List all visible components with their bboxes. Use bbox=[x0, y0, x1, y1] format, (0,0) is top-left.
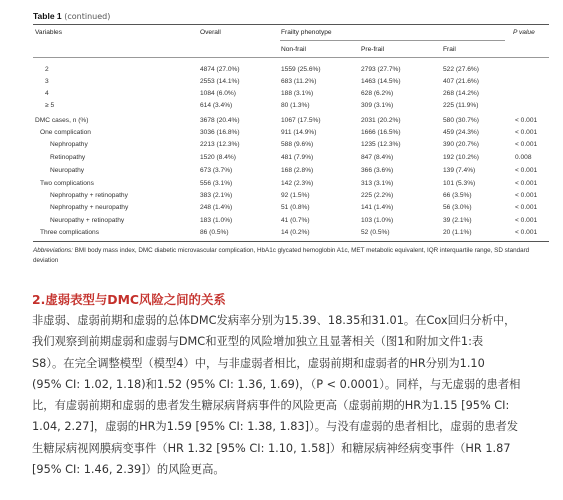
cell-pre-frail: 2031 (20.2%) bbox=[361, 117, 401, 124]
cell-pre-frail: 52 (0.5%) bbox=[361, 229, 390, 236]
cell-pre-frail: 366 (3.6%) bbox=[361, 167, 394, 174]
paragraph-line: (95% CI: 1.02, 1.18)和1.52 (95% CI: 1.36, 1.69)，（P < 0.0001）。同样，与无虚弱的患者相 bbox=[32, 377, 521, 391]
cell-pre-frail: 2793 (27.7%) bbox=[361, 66, 401, 73]
cell-pre-frail: 1235 (12.3%) bbox=[361, 141, 401, 148]
paragraph-line: S8）。在完全调整模型（模型4）中，与非虚弱者相比，虚弱前期和虚弱者的HR分别为1.10 bbox=[32, 356, 485, 370]
row-label: 2 bbox=[45, 66, 49, 73]
row-label: Nephropathy bbox=[50, 141, 88, 148]
table-abbreviations bbox=[33, 246, 549, 265]
table-bottom-rule bbox=[33, 241, 549, 242]
cell-overall: 183 (1.0%) bbox=[200, 217, 233, 224]
cell-frail: 56 (3.0%) bbox=[443, 204, 472, 211]
cell-non-frail: 1067 (17.5%) bbox=[281, 117, 321, 124]
row-label: One complication bbox=[40, 129, 91, 136]
cell-frail: 39 (2.1%) bbox=[443, 217, 472, 224]
paragraph-line: 非虚弱、虚弱前期和虚弱的总体DMC发病率分别为15.39、18.35和31.01。在Cox回归分析中， bbox=[32, 314, 516, 327]
row-label: Three complications bbox=[40, 229, 100, 236]
cell-overall: 1084 (6.0%) bbox=[200, 90, 236, 97]
cell-frail: 101 (5.3%) bbox=[443, 180, 476, 187]
cell-frail: 66 (3.5%) bbox=[443, 192, 472, 199]
cell-non-frail: 14 (0.2%) bbox=[281, 229, 310, 236]
cell-non-frail: 51 (0.8%) bbox=[281, 204, 310, 211]
row-label: 4 bbox=[45, 90, 49, 97]
cell-p-value: < 0.001 bbox=[515, 192, 538, 199]
cell-pre-frail: 1463 (14.5%) bbox=[361, 78, 401, 85]
cell-p-value: 0.008 bbox=[515, 154, 532, 161]
cell-overall: 248 (1.4%) bbox=[200, 204, 233, 211]
table-header-rule bbox=[33, 57, 549, 58]
cell-non-frail: 92 (1.5%) bbox=[281, 192, 310, 199]
cell-p-value: < 0.001 bbox=[515, 167, 538, 174]
col-header-frailty-phenotype: Frailty phenotype bbox=[281, 29, 332, 36]
cell-overall: 3678 (20.4%) bbox=[200, 117, 240, 124]
cell-p-value: < 0.001 bbox=[515, 180, 538, 187]
cell-pre-frail: 225 (2.2%) bbox=[361, 192, 394, 199]
col-header-p-value: P value bbox=[513, 29, 535, 36]
cell-non-frail: 1559 (25.6%) bbox=[281, 66, 321, 73]
paragraph-line: 我们观察到前期虚弱和虚弱与DMC和亚型的风险增加独立且显著相关（图1和附加文件1:表 bbox=[32, 335, 484, 349]
section-heading: 2.虚弱表型与DMC风险之间的关系 bbox=[32, 292, 226, 307]
cell-p-value: < 0.001 bbox=[515, 141, 538, 148]
cell-overall: 383 (2.1%) bbox=[200, 192, 233, 199]
frailty-group-rule bbox=[280, 40, 505, 41]
row-label: Neuropathy bbox=[50, 167, 85, 174]
cell-pre-frail: 628 (6.2%) bbox=[361, 90, 394, 97]
col-header-frail: Frail bbox=[443, 46, 456, 53]
cell-frail: 20 (1.1%) bbox=[443, 229, 472, 236]
cell-pre-frail: 313 (3.1%) bbox=[361, 180, 394, 187]
cell-non-frail: 142 (2.3%) bbox=[281, 180, 314, 187]
cell-overall: 2213 (12.3%) bbox=[200, 141, 240, 148]
cell-pre-frail: 1666 (16.5%) bbox=[361, 129, 401, 136]
abbreviations-text: BMI body mass index, DMC diabetic microvascular complication, HbA1c glycated hemoglobin A1c, MET metabolic equivalent, IQR interquartile range, SD standard deviation bbox=[33, 247, 530, 264]
cell-overall: 2553 (14.1%) bbox=[200, 78, 240, 85]
paragraph-line: 1.04, 2.27]，虚弱的HR为1.59 [95% CI: 1.38, 1.83]）。与没有虚弱的患者相比，虚弱的患者发 bbox=[32, 420, 519, 434]
cell-overall: 86 (0.5%) bbox=[200, 229, 229, 236]
cell-non-frail: 168 (2.8%) bbox=[281, 167, 314, 174]
table-title-continued: (continued) bbox=[64, 12, 111, 21]
table-top-rule bbox=[33, 24, 549, 25]
cell-overall: 673 (3.7%) bbox=[200, 167, 233, 174]
col-header-variables: Variables bbox=[35, 29, 62, 36]
abbreviations-label: Abbreviations: bbox=[33, 247, 73, 254]
cell-p-value: < 0.001 bbox=[515, 117, 538, 124]
cell-frail: 459 (24.3%) bbox=[443, 129, 479, 136]
cell-pre-frail: 309 (3.1%) bbox=[361, 102, 394, 109]
paragraph-line: 生糖尿病视网膜病变事件（HR 1.32 [95% CI: 1.10, 1.58]）和糖尿病神经病变事件（HR 1.87 bbox=[32, 441, 511, 455]
cell-frail: 139 (7.4%) bbox=[443, 167, 476, 174]
cell-frail: 268 (14.2%) bbox=[443, 90, 479, 97]
cell-p-value: < 0.001 bbox=[515, 217, 538, 224]
col-header-non-frail: Non-frail bbox=[281, 46, 306, 53]
cell-non-frail: 481 (7.9%) bbox=[281, 154, 314, 161]
row-label: Nephropathy + neuropathy bbox=[50, 204, 129, 211]
paragraph-line: 比，有虚弱前期和虚弱的患者发生糖尿病肾病事件的风险更高（虚弱前期的HR为1.15 [95% CI: bbox=[32, 399, 510, 413]
cell-non-frail: 80 (1.3%) bbox=[281, 102, 310, 109]
cell-frail: 522 (27.6%) bbox=[443, 66, 479, 73]
row-label: Two complications bbox=[40, 180, 94, 187]
cell-pre-frail: 141 (1.4%) bbox=[361, 204, 394, 211]
row-label: 3 bbox=[45, 78, 49, 85]
row-label: Retinopathy bbox=[50, 154, 86, 161]
table-title-number: Table 1 bbox=[33, 11, 62, 21]
cell-overall: 614 (3.4%) bbox=[200, 102, 233, 109]
body-paragraph bbox=[32, 310, 552, 480]
cell-p-value: < 0.001 bbox=[515, 129, 538, 136]
cell-non-frail: 41 (0.7%) bbox=[281, 217, 310, 224]
row-label: ≥ 5 bbox=[45, 102, 55, 109]
row-label: Neuropathy + retinopathy bbox=[50, 217, 125, 224]
cell-overall: 4874 (27.0%) bbox=[200, 66, 240, 73]
paragraph-line: [95% CI: 1.46, 2.39]）的风险更高。 bbox=[32, 463, 225, 477]
cell-overall: 556 (3.1%) bbox=[200, 180, 233, 187]
col-header-pre-frail: Pre-frail bbox=[361, 46, 385, 53]
row-label: DMC cases, n (%) bbox=[35, 117, 89, 124]
table-title bbox=[33, 11, 110, 21]
row-label: Nephropathy + retinopathy bbox=[50, 192, 128, 199]
cell-frail: 390 (20.7%) bbox=[443, 141, 479, 148]
cell-non-frail: 911 (14.9%) bbox=[281, 129, 317, 136]
col-header-overall: Overall bbox=[200, 29, 221, 36]
cell-p-value: < 0.001 bbox=[515, 204, 538, 211]
cell-frail: 192 (10.2%) bbox=[443, 154, 479, 161]
cell-pre-frail: 847 (8.4%) bbox=[361, 154, 394, 161]
cell-frail: 407 (21.6%) bbox=[443, 78, 479, 85]
cell-frail: 225 (11.9%) bbox=[443, 102, 479, 109]
cell-non-frail: 188 (3.1%) bbox=[281, 90, 314, 97]
cell-pre-frail: 103 (1.0%) bbox=[361, 217, 394, 224]
cell-non-frail: 683 (11.2%) bbox=[281, 78, 317, 85]
cell-non-frail: 588 (9.6%) bbox=[281, 141, 314, 148]
cell-frail: 580 (30.7%) bbox=[443, 117, 479, 124]
cell-overall: 1520 (8.4%) bbox=[200, 154, 236, 161]
cell-p-value: < 0.001 bbox=[515, 229, 538, 236]
cell-overall: 3036 (16.8%) bbox=[200, 129, 240, 136]
